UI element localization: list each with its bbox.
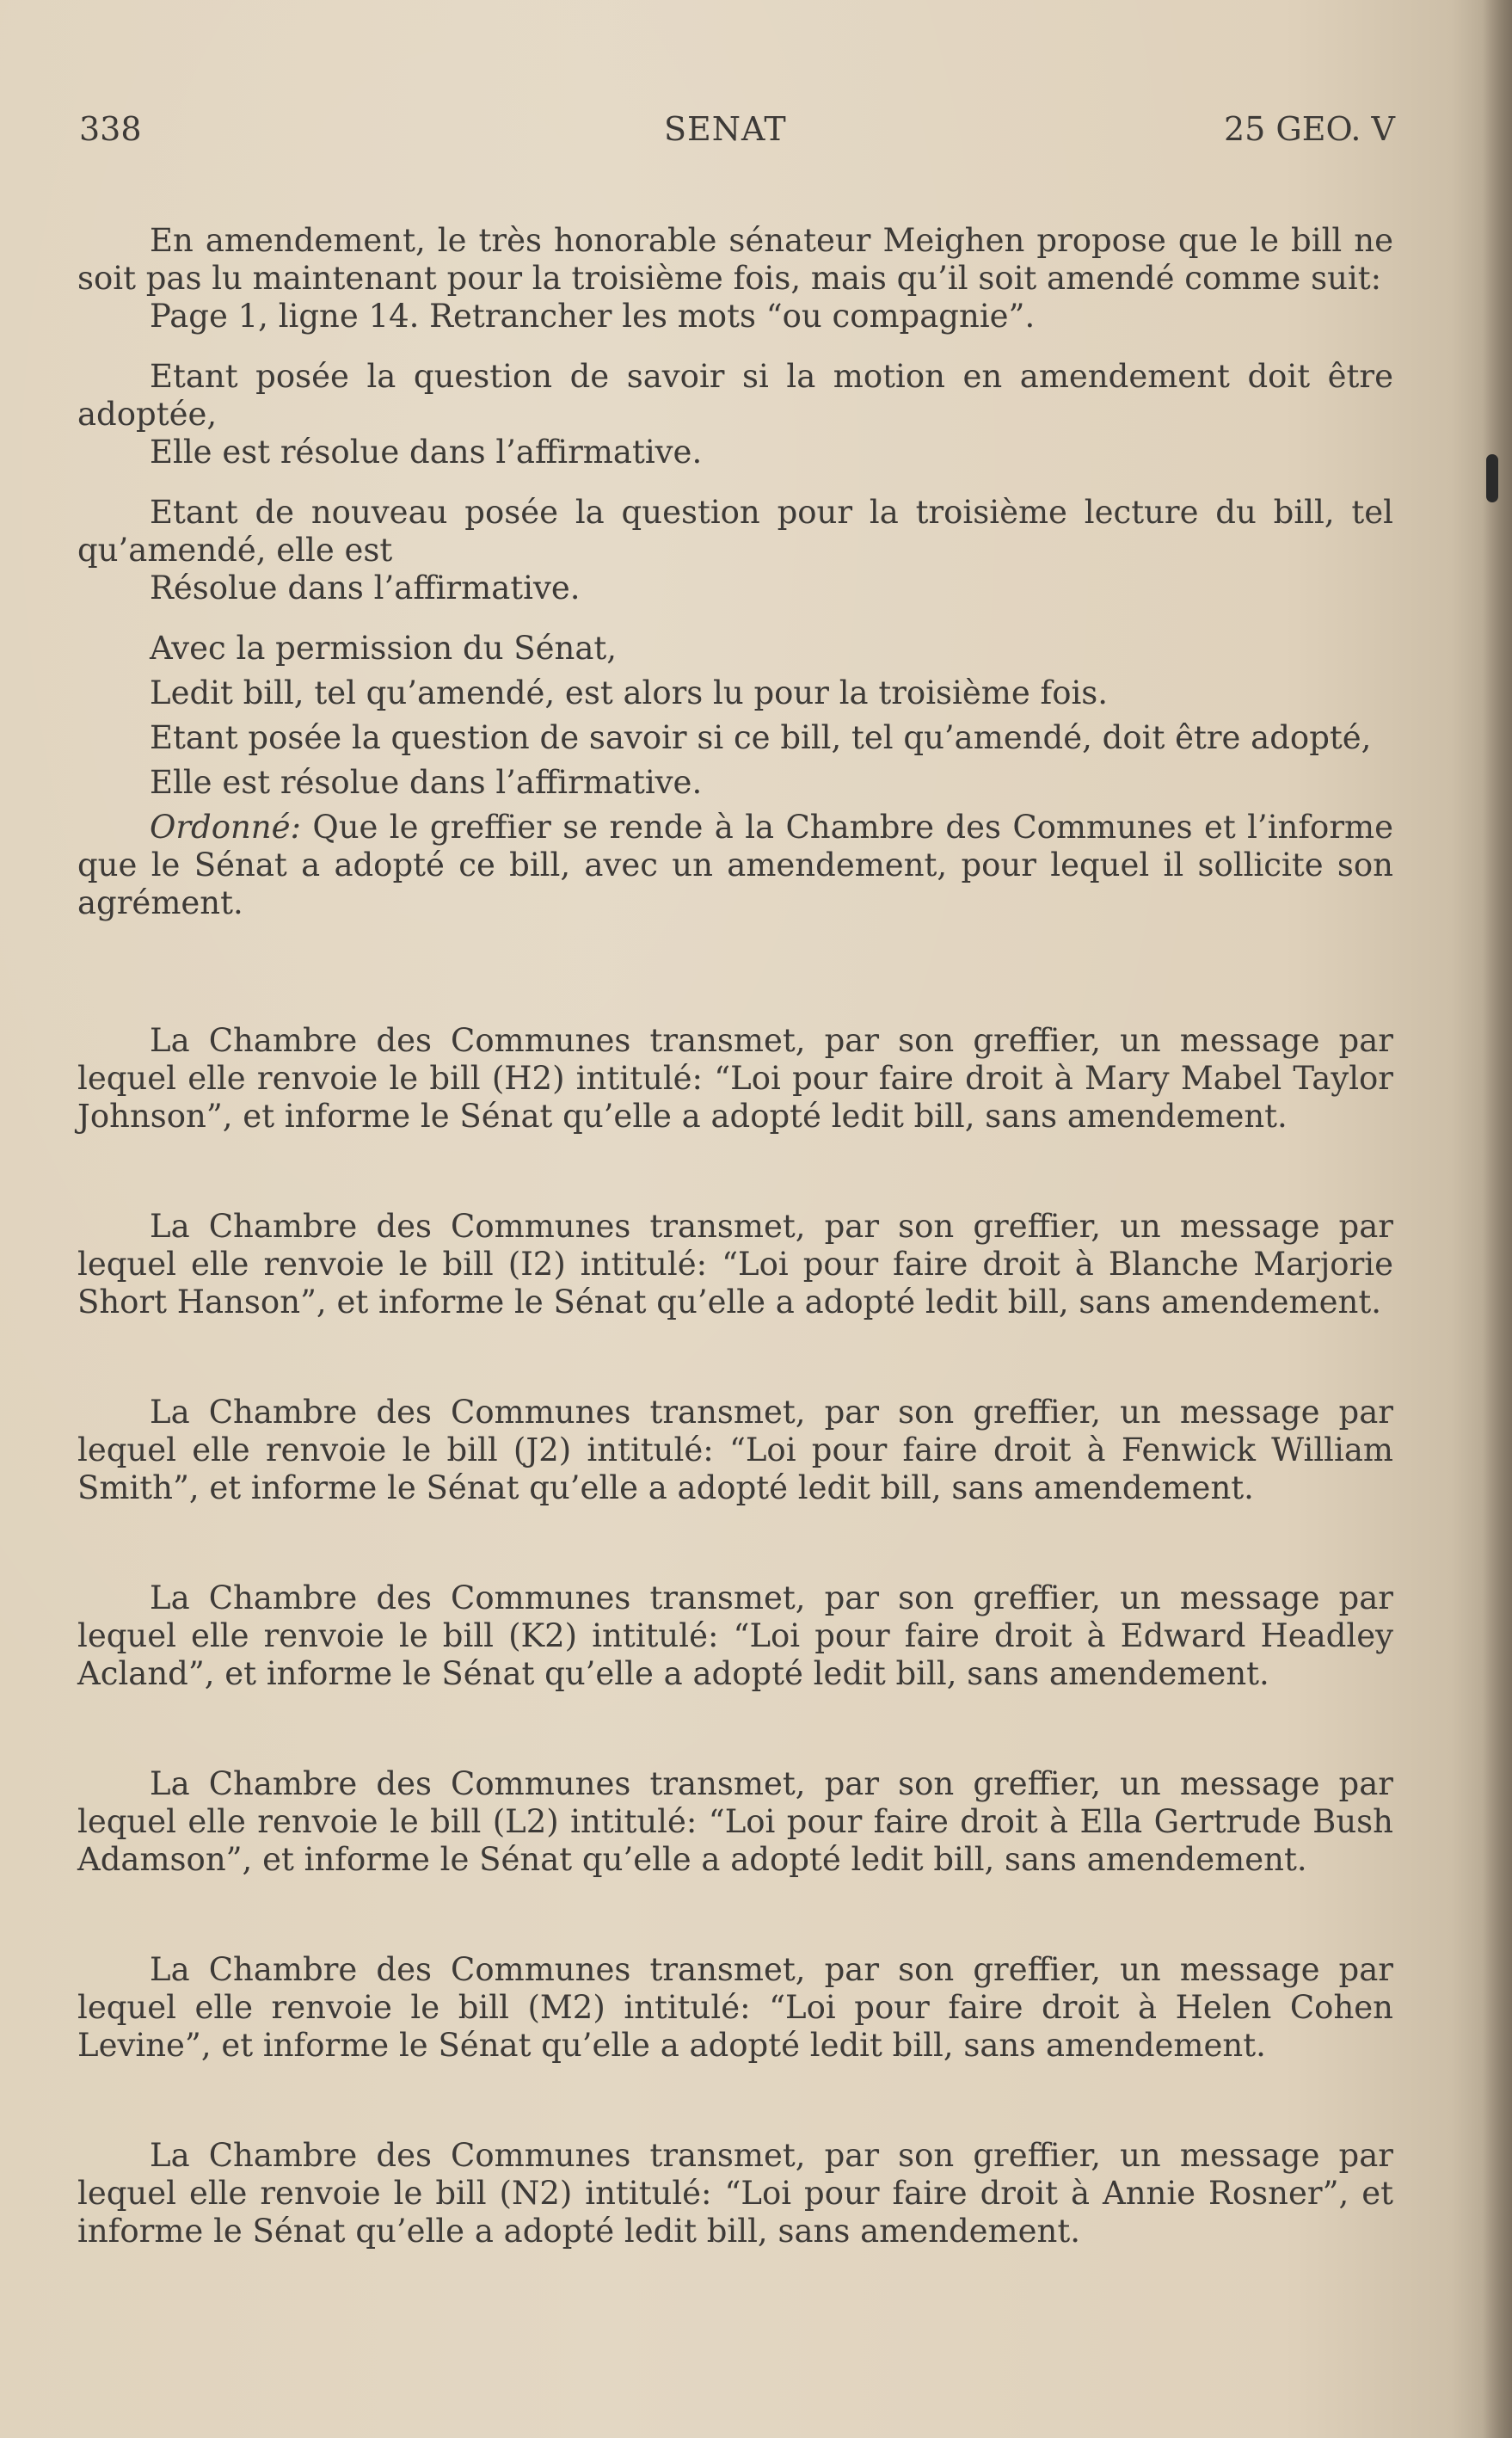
message-paragraph: La Chambre des Communes transmet, par son greffier, un message par lequel elle renvoie le bill (H2) intitulé: “Loi pour faire droit à Mary Mabel Taylor Johnson”, et informe le Sénat qu’elle a adopté ledit bill, sans amendement. (77, 1022, 1393, 1135)
question-amendment-result: Elle est résolue dans l’affirmative. (150, 434, 703, 471)
binding-mark (1486, 454, 1498, 502)
message-paragraph: La Chambre des Communes transmet, par son greffier, un message par lequel elle renvoie le bill (N2) intitulé: “Loi pour faire droit à Annie Rosner”, et informe le Sénat qu’elle a adopté ledit bill, sans amendement. (77, 2137, 1393, 2250)
order-paragraph (77, 809, 1393, 922)
message-paragraph: La Chambre des Communes transmet, par son greffier, un message par lequel elle renvoie le bill (M2) intitulé: “Loi pour faire droit à Helen Cohen Levine”, et informe le Sénat qu’elle a adopté ledit bill, sans amendement. (77, 1951, 1393, 2064)
amendment-detail: Page 1, ligne 14. Retrancher les mots “ou compagnie”. (150, 298, 1036, 335)
third-reading-line: Ledit bill, tel qu’amendé, est alors lu pour la troisième fois. (150, 674, 1109, 711)
page-header (79, 110, 1395, 151)
page-number: 338 (79, 110, 142, 148)
adoption-question: Etant posée la question de savoir si ce bill, tel qu’amendé, doit être adopté, (150, 719, 1372, 756)
running-title: SENAT (664, 110, 787, 148)
message-paragraph: La Chambre des Communes transmet, par son greffier, un message par lequel elle renvoie le bill (L2) intitulé: “Loi pour faire droit à Ella Gertrude Bush Adamson”, et informe le Sénat qu’elle a adopté ledit bill, sans amendement. (77, 1765, 1393, 1878)
message-paragraph: La Chambre des Communes transmet, par son greffier, un message par lequel elle renvoie le bill (K2) intitulé: “Loi pour faire droit à Edward Headley Acland”, et informe le Sénat qu’elle a adopté ledit bill, sans amendement. (77, 1579, 1393, 1692)
amendment-paragraph: En amendement, le très honorable sénateur Meighen propose que le bill ne soit pas lu maintenant pour la troisième fois, mais qu’il soit amendé comme suit: (77, 222, 1393, 297)
order-label: Ordonné: (150, 809, 302, 846)
regnal-year: 25 GEO. V (1223, 110, 1395, 148)
third-reading-question: Etant de nouveau posée la question pour la troisième lecture du bill, tel qu’amendé, elle est (77, 494, 1393, 569)
message-paragraph: La Chambre des Communes transmet, par son greffier, un message par lequel elle renvoie le bill (J2) intitulé: “Loi pour faire droit à Fenwick William Smith”, et informe le Sénat qu’elle a adopté ledit bill, sans amendement. (77, 1394, 1393, 1506)
third-reading-result: Résolue dans l’affirmative. (150, 569, 581, 606)
order-text: Que le greffier se rende à la Chambre des Communes et l’informe que le Sénat a adopté ce bill, avec un amendement, pour lequel il sollicite son agrément. (77, 809, 1393, 921)
question-amendment-paragraph: Etant posée la question de savoir si la motion en amendement doit être adoptée, (77, 358, 1393, 433)
page-edge-shadow (1483, 0, 1512, 2438)
permission-line: Avec la permission du Sénat, (150, 630, 618, 667)
page-body (77, 222, 1393, 2250)
adoption-result: Elle est résolue dans l’affirmative. (150, 764, 703, 801)
message-paragraph: La Chambre des Communes transmet, par son greffier, un message par lequel elle renvoie le bill (I2) intitulé: “Loi pour faire droit à Blanche Marjorie Short Hanson”, et informe le Sénat qu’elle a adopté ledit bill, sans amendement. (77, 1208, 1393, 1321)
